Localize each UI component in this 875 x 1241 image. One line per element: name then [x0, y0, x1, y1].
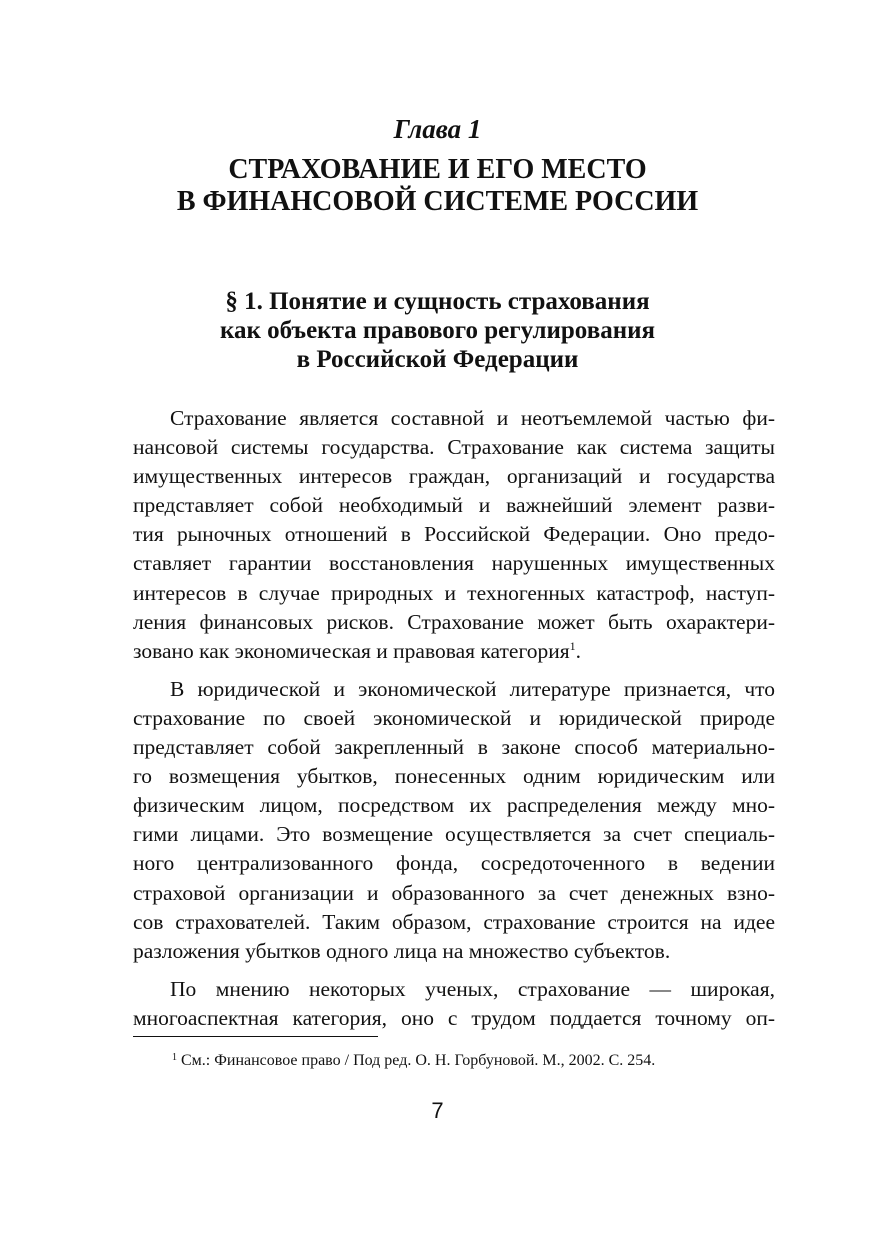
- text-line: разложения убытков одного лица на множество субъектов.: [133, 938, 671, 963]
- chapter-title: [0, 154, 875, 218]
- section-title-line: как объекта правового регулирования: [219, 317, 656, 344]
- chapter-title-line: В ФИНАНСОВОЙ СИСТЕМЕ РОССИИ: [176, 186, 699, 217]
- text-line: интересов в случае природных и техногенных катастроф, наступ-: [133, 580, 775, 605]
- footnote: [172, 1052, 655, 1070]
- footnote-marker: 1: [172, 1052, 177, 1063]
- sentence-end: .: [575, 638, 581, 663]
- text-line: По мнению некоторых ученых, страхование — широкая,: [170, 976, 775, 1001]
- section-title-line: в Российской Федерации: [296, 346, 579, 373]
- text-line-content: зовано как экономическая и правовая категория: [133, 638, 570, 663]
- body-text: [133, 404, 775, 1033]
- text-line: имущественных интересов граждан, организаций и государства: [133, 464, 775, 489]
- text-line: физическим лицом, посредством их распределения между мно-: [133, 793, 775, 818]
- text-line: ления финансовых рисков. Страхование может быть охарактери-: [133, 609, 775, 634]
- text-line: представляет собой закрепленный в законе способ материально-: [133, 735, 775, 760]
- page-number: 7: [431, 1098, 444, 1123]
- text-line: страховой организации и образованного за счет денежных взно-: [133, 880, 775, 905]
- text-line: страхование по своей экономической и юридической природе: [133, 705, 775, 730]
- text-line: Страхование является составной и неотъемлемой частью фи-: [170, 406, 775, 430]
- text-line: нансовой системы государства. Страхование как система защиты: [133, 435, 775, 460]
- section-title-line: § 1. Понятие и сущность страхования: [225, 288, 650, 315]
- footnote-divider: [133, 1036, 378, 1037]
- section-title: [0, 287, 875, 374]
- text-line: В юридической и экономической литературе признается, что: [170, 676, 775, 701]
- chapter-label: Глава 1: [393, 114, 482, 144]
- text-line: многоаспектная категория, оно с трудом поддается точному оп-: [133, 1005, 775, 1030]
- text-line: гими лицами. Это возмещение осуществляется за счет специаль-: [133, 822, 775, 847]
- footnote-text: См.: Финансовое право / Под ред. О. Н. Горбуновой. М., 2002. С. 254.: [181, 1052, 656, 1069]
- footnote-ref[interactable]: 1: [569, 638, 576, 653]
- text-line: ного централизованного фонда, сосредоточенного в ведении: [133, 851, 775, 876]
- text-line: го возмещения убытков, понесенных одним юридическим или: [133, 764, 775, 789]
- chapter-title-line: СТРАХОВАНИЕ И ЕГО МЕСТО: [228, 154, 647, 185]
- text-line: [133, 637, 775, 666]
- text-line: ставляет гарантии восстановления нарушенных имущественных: [133, 551, 775, 576]
- text-line: тия рыночных отношений в Российской Федерации. Оно предо-: [133, 522, 775, 547]
- text-line: представляет собой необходимый и важнейший элемент разви-: [133, 493, 775, 518]
- text-line: сов страхователей. Таким образом, страхование строится на идее: [133, 909, 775, 934]
